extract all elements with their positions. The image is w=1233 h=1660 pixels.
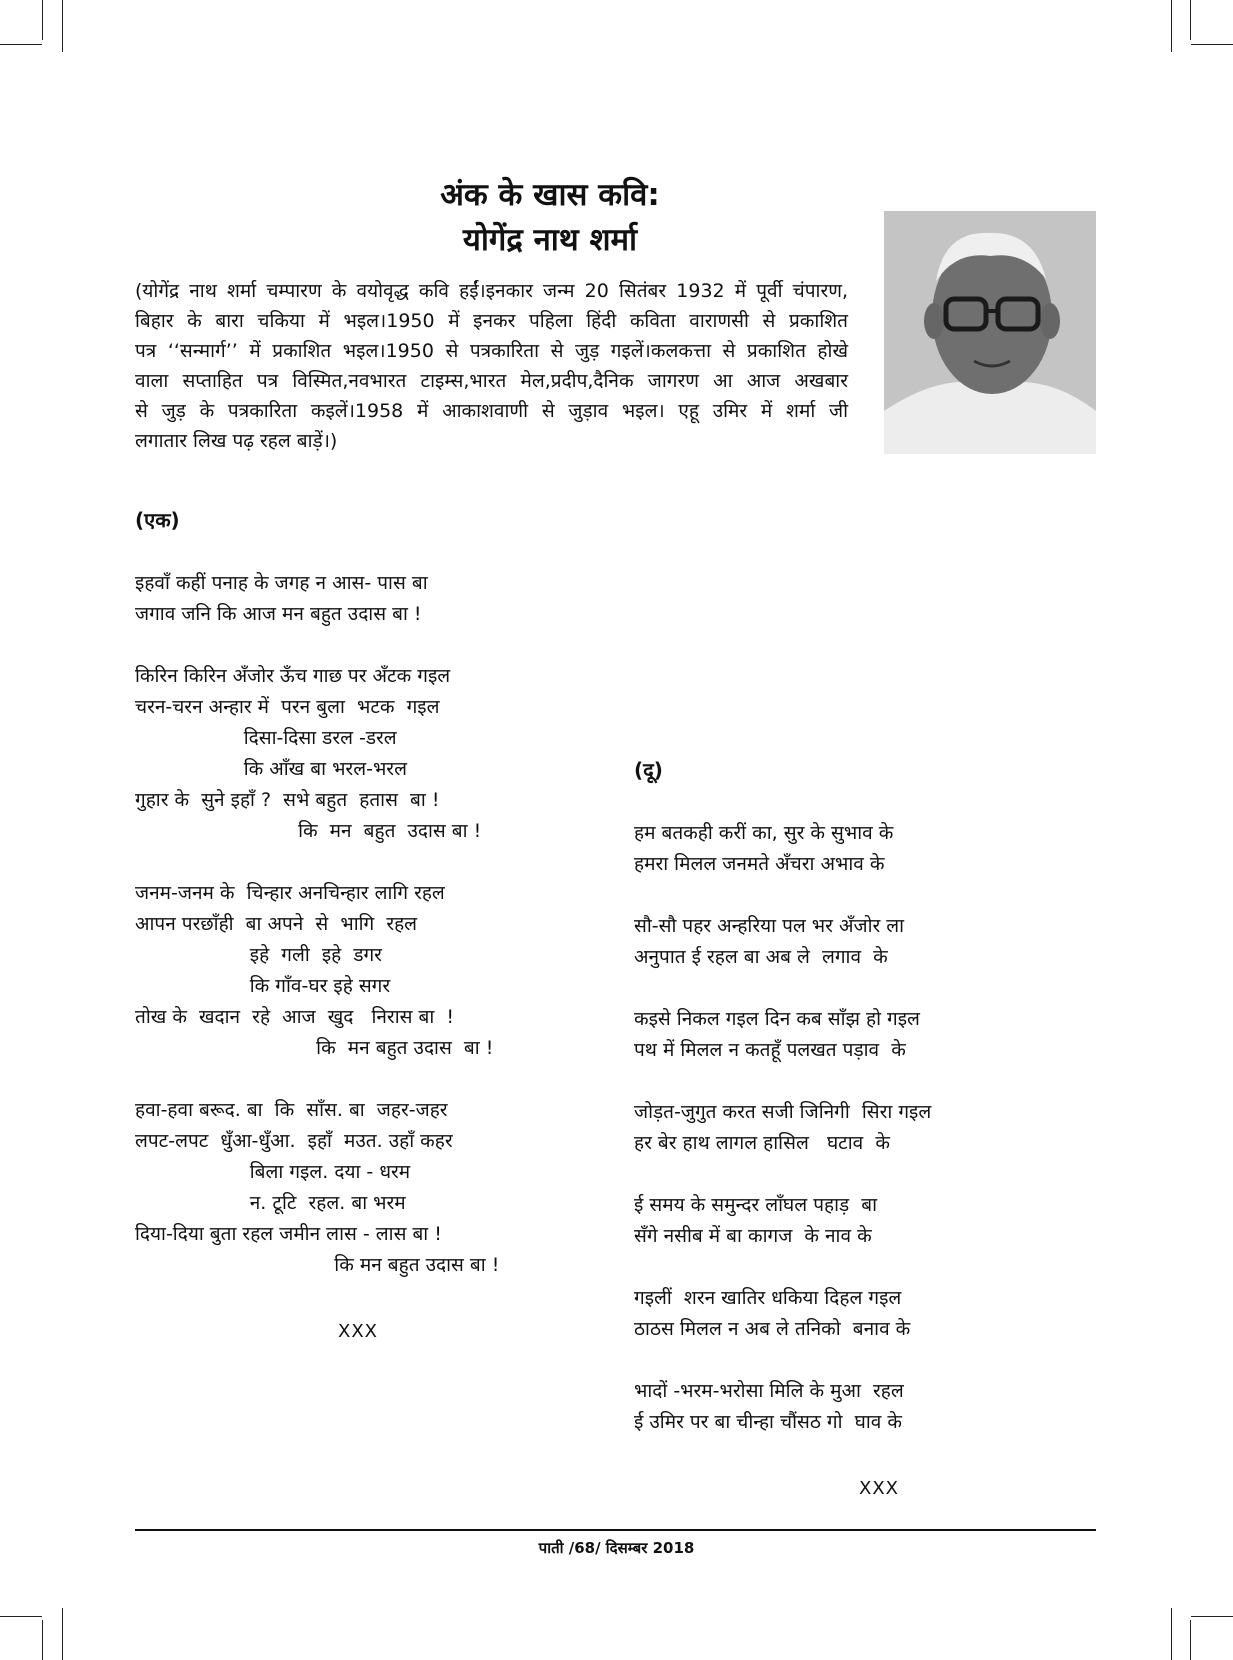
poem-line: ई उमिर पर बा चीन्हा चौंसठ गो घाव के [634, 1411, 902, 1433]
stanza-gap [634, 1252, 931, 1283]
poem-line: ई समय के समुन्दर लाँघल पहाड़ बा [634, 1194, 878, 1216]
intro-line: लगातार लिख पढ़ रहल बाड़ें।) [135, 430, 338, 452]
poem-line: हर बेर हाथ लागल हासिल घटाव के [634, 1132, 890, 1154]
poem-line: हमरा मिलल जनमते अँचरा अभाव के [634, 853, 885, 875]
crop-mark [1190, 1620, 1191, 1660]
stanza-gap [135, 847, 499, 878]
poem-line: कि गाँव-घर इहे सगर [135, 975, 391, 997]
intro-line: वाला सप्ताहित पत्र विस्मित,नवभारत टाइम्स,भारत मेल,प्रदीप,दैनिक जागरण आ आज अखबार [135, 370, 848, 392]
poem-line: दिसा-दिसा डरल -डरल [135, 727, 397, 749]
crop-mark [0, 1616, 42, 1617]
crop-mark [62, 1608, 63, 1660]
poem-line: इहे गली इहे डगर [135, 944, 382, 966]
stanza-gap [135, 1064, 499, 1095]
poem-line: जगाव जनि कि आज मन बहुत उदास बा ! [135, 603, 422, 625]
poet-intro-paragraph [135, 276, 848, 456]
poem2-body [634, 818, 931, 1438]
poem-line: किरिन किरिन अँजोर ऊँच गाछ पर अँटक गइल [135, 665, 451, 687]
poem2-heading: (दू) [634, 758, 663, 782]
poem-line: चरन-चरन अन्हार में परन बुला भटक गइल [135, 696, 440, 718]
poem-line: दिया-दिया बुता रहल जमीन लास - लास बा ! [135, 1223, 442, 1245]
intro-line: से जुड़ के पत्रकारिता कइलें।1958 में आकाशवाणी से जुड़ाव भइल। एहू उमिर में शर्मा जी [135, 400, 848, 422]
poem1-heading: (एक) [135, 508, 180, 532]
footer-rule [135, 1529, 1096, 1531]
poem-line: सौ-सौ पहर अन्हरिया पल भर अँजोर ला [634, 915, 905, 937]
crop-mark [1171, 1608, 1172, 1660]
poem2-end-mark: XXX [859, 1478, 899, 1499]
poem-line: कि आँख बा भरल-भरल [135, 758, 407, 780]
crop-mark [1190, 0, 1191, 40]
poem-line: जोड़त-जुगुत करत सजी जिनिगी सिरा गइल [634, 1101, 932, 1123]
poem-line: कइसे निकल गइल दिन कब साँझ हो गइल [634, 1008, 920, 1030]
intro-line: पत्र ‘‘सन्मार्ग’’ में प्रकाशित भइल।1950 से पत्रकारिता से जुड़ गइलें।कलकत्ता से प्रकाशित होखे [135, 340, 848, 362]
poem-line: जनम-जनम के चिन्हार अनचिन्हार लागि रहल [135, 882, 445, 904]
stanza-gap [634, 1345, 931, 1376]
poem-line: सँगे नसीब में बा कागज के नाव के [634, 1225, 872, 1247]
stanza-gap [634, 880, 931, 911]
crop-mark [1191, 44, 1233, 45]
crop-mark [0, 44, 42, 45]
crop-mark [1171, 0, 1172, 52]
poem-line: भादों -भरम-भरोसा मिलि के मुआ रहल [634, 1380, 904, 1402]
poem1-end-mark: XXX [338, 1321, 378, 1342]
crop-mark [42, 1620, 43, 1660]
poem-line: तोख के खदान रहे आज खुद निरास बा ! [135, 1006, 454, 1028]
stanza-gap [634, 1066, 931, 1097]
poem-line: ठाठस मिलल न अब ले तनिको बनाव के [634, 1318, 911, 1340]
intro-line: बिहार के बारा चकिया में भइल।1950 में इनकर पहिला हिंदी कविता वाराणसी से प्रकाशित [135, 310, 848, 332]
poem-line: हम बतकही करीं का, सुर के सुभाव के [634, 822, 894, 844]
crop-mark [62, 0, 63, 52]
poem-line: हवा-हवा बरूद. बा कि साँस. बा जहर-जहर [135, 1099, 448, 1121]
poem-line: न. टूटि रहल. बा भरम [135, 1192, 406, 1214]
stanza-gap [634, 973, 931, 1004]
poem-line: कि मन बहुत उदास बा ! [135, 1254, 500, 1276]
article-title-line2: योगेंद्र नाथ शर्मा [462, 222, 638, 258]
poem-line: पथ में मिलल न कतहूँ पलखत पड़ाव के [634, 1039, 906, 1061]
poem-line: गुहार के सुने इहाँ ? सभे बहुत हतास बा ! [135, 789, 440, 811]
page-footer: पाती /68/ दिसम्बर 2018 [538, 1539, 695, 1557]
poem-line: बिला गइल. दया - धरम [135, 1161, 411, 1183]
poem-line: गइलीं शरन खातिर धकिया दिहल गइल [634, 1287, 902, 1309]
poem1-body [135, 568, 499, 1281]
poem-line: कि मन बहुत उदास बा ! [135, 820, 482, 842]
stanza-gap [135, 630, 499, 661]
poem-line: इहवाँ कहीं पनाह के जगह न आस- पास बा [135, 572, 428, 594]
article-title-line1: अंक के खास कवि: [440, 177, 660, 213]
crop-mark [42, 0, 43, 40]
stanza-gap [634, 1159, 931, 1190]
poem-line: आपन परछाँही बा अपने से भागि रहल [135, 913, 418, 935]
poet-portrait-photo [884, 211, 1096, 454]
poem-line: कि मन बहुत उदास बा ! [135, 1037, 494, 1059]
poem-line: अनुपात ई रहल बा अब ले लगाव के [634, 946, 888, 968]
poem-line: लपट-लपट धुँआ-धुँआ. इहाँ मउत. उहाँ कहर [135, 1130, 453, 1152]
crop-mark [1191, 1616, 1233, 1617]
intro-line: (योगेंद्र नाथ शर्मा चम्पारण के वयोवृद्ध कवि हईं।इनकार जन्म 20 सितंबर 1932 में पूर्वी चंपारण, [135, 280, 848, 302]
